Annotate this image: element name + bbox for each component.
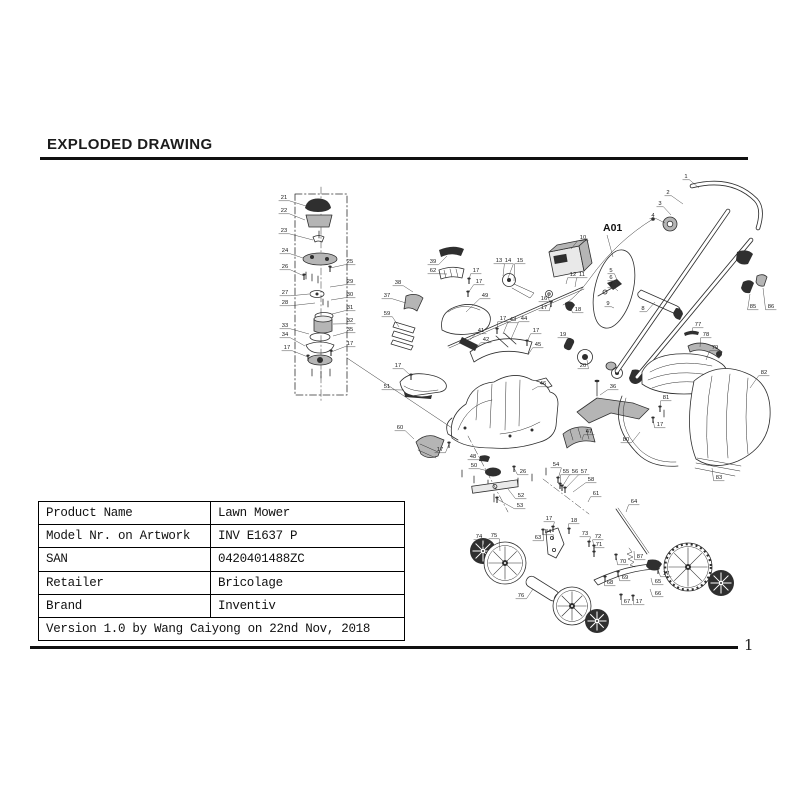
part-label: 75	[490, 533, 498, 539]
part-label: 57	[580, 469, 588, 475]
table-row	[39, 502, 405, 525]
part-label: 61	[592, 491, 600, 497]
part-label: 3	[658, 201, 662, 207]
version-note: Version 1.0 by Wang Caiyong on 22nd Nov, 2018	[39, 617, 405, 640]
part-label: 5	[609, 268, 613, 274]
part-label: 63	[534, 535, 542, 541]
part-label: 20	[579, 363, 587, 369]
part-label: 83	[715, 475, 723, 481]
field-value: Inventiv	[211, 594, 405, 617]
part-label: 22	[280, 208, 288, 214]
part-label: 69	[621, 575, 629, 581]
part-label: 79	[711, 345, 719, 351]
part-label: 80	[622, 437, 630, 443]
part-label: 74	[475, 534, 483, 540]
part-label: 25	[346, 259, 354, 265]
part-label: 49	[481, 293, 489, 299]
part-label: 23	[280, 228, 288, 234]
part-label: 71	[595, 542, 603, 548]
part-label: 6	[609, 275, 613, 281]
part-label: 65	[654, 579, 662, 585]
part-label: 17	[346, 341, 354, 347]
part-label: 64	[630, 499, 638, 505]
part-label: 34	[281, 332, 289, 338]
part-label: 21	[280, 195, 288, 201]
part-label: 53	[516, 503, 524, 509]
part-label: 70	[619, 559, 627, 565]
part-label: 17	[656, 422, 664, 428]
part-label: 7	[609, 282, 613, 288]
field-label: Retailer	[39, 571, 211, 594]
part-label: 87	[636, 554, 644, 560]
part-label: 17	[394, 363, 402, 369]
part-label: 30	[346, 292, 354, 298]
part-label: 76	[517, 593, 525, 599]
part-label: 86	[767, 304, 775, 310]
part-label: 26	[281, 264, 289, 270]
field-value: 0420401488ZC	[211, 548, 405, 571]
grass-bag-assembly	[618, 331, 770, 476]
product-info-table	[38, 501, 405, 641]
part-label: 48	[469, 454, 477, 460]
part-label: 44	[520, 316, 528, 322]
page-title: EXPLODED DRAWING	[47, 136, 213, 153]
part-label: 42	[482, 337, 490, 343]
part-label: 17	[532, 328, 540, 334]
part-label: 38	[394, 280, 402, 286]
part-label: 1	[684, 174, 688, 180]
part-label: 66	[654, 591, 662, 597]
part-label: 85	[749, 304, 757, 310]
motor-assembly	[295, 187, 452, 428]
field-value: INV E1637 P	[211, 525, 405, 548]
part-label: 82	[760, 370, 768, 376]
part-label: 68	[606, 580, 614, 586]
part-label: 60	[396, 425, 404, 431]
part-label: 81	[662, 395, 670, 401]
part-label: 17	[499, 316, 507, 322]
footer-rule	[30, 646, 738, 649]
mount-parts	[391, 294, 446, 458]
table-row	[39, 548, 405, 571]
part-label: 43	[509, 317, 517, 323]
part-label: 17	[436, 447, 444, 453]
field-value: Bricolage	[211, 571, 405, 594]
part-label: 37	[383, 293, 391, 299]
table-row	[39, 571, 405, 594]
table-row	[39, 594, 405, 617]
part-label: 46	[539, 381, 547, 387]
part-label: 73	[581, 531, 589, 537]
part-label: 47	[585, 429, 593, 435]
part-label: 55	[562, 469, 570, 475]
part-label: 14	[504, 258, 512, 264]
part-label: 26	[519, 469, 527, 475]
part-label: 17	[540, 305, 548, 311]
wheel-axle-assembly	[470, 508, 734, 633]
part-label: 17	[472, 268, 480, 274]
table-row	[39, 525, 405, 548]
part-label: 32	[346, 318, 354, 324]
field-value: Lawn Mower	[211, 502, 405, 525]
part-label: 45	[534, 342, 542, 348]
part-label: 24	[281, 248, 289, 254]
table-row	[39, 617, 405, 640]
field-label: Product Name	[39, 502, 211, 525]
part-label: 13	[495, 258, 503, 264]
part-label: 31	[346, 305, 354, 311]
part-label: 52	[517, 493, 525, 499]
part-label: 4	[651, 213, 655, 219]
part-label: 27	[281, 290, 289, 296]
field-label: Brand	[39, 594, 211, 617]
part-label: 15	[516, 258, 524, 264]
detail-callout-label: A01	[603, 222, 623, 234]
part-label: 58	[587, 477, 595, 483]
part-label: 67	[623, 599, 631, 605]
part-label: 51	[383, 384, 391, 390]
part-label: 29	[346, 279, 354, 285]
part-label: 19	[559, 332, 567, 338]
part-label: 50	[470, 463, 478, 469]
part-label: 17	[662, 571, 670, 577]
part-label: 59	[383, 311, 391, 317]
part-label: 39	[429, 259, 437, 265]
part-label: 28	[281, 300, 289, 306]
part-label: 54	[552, 462, 560, 468]
part-label: 18	[574, 307, 582, 313]
part-label: 72	[594, 534, 602, 540]
field-label: SAN	[39, 548, 211, 571]
part-label: 16	[540, 296, 548, 302]
part-label: 17	[545, 516, 553, 522]
page-number: 1	[744, 636, 754, 654]
part-label: 17	[475, 279, 483, 285]
part-label: 18	[570, 518, 578, 524]
part-label: 2	[666, 190, 670, 196]
part-label: 17	[635, 599, 643, 605]
part-label: 62	[429, 268, 437, 274]
part-label: 17	[283, 345, 291, 351]
part-label: 77	[694, 322, 702, 328]
part-label: 36	[609, 384, 617, 390]
part-label: 12	[569, 272, 577, 278]
part-label: 8	[641, 306, 645, 312]
part-label: 9	[606, 301, 610, 307]
part-label: 41	[477, 328, 485, 334]
part-label: 10	[579, 235, 587, 241]
part-label: 35	[346, 327, 354, 333]
part-label: 56	[571, 469, 579, 475]
part-label: 11	[578, 272, 586, 278]
part-label: 78	[702, 332, 710, 338]
part-label: 33	[281, 323, 289, 329]
part-label: 84	[544, 529, 552, 535]
field-label: Model Nr. on Artwork	[39, 525, 211, 548]
